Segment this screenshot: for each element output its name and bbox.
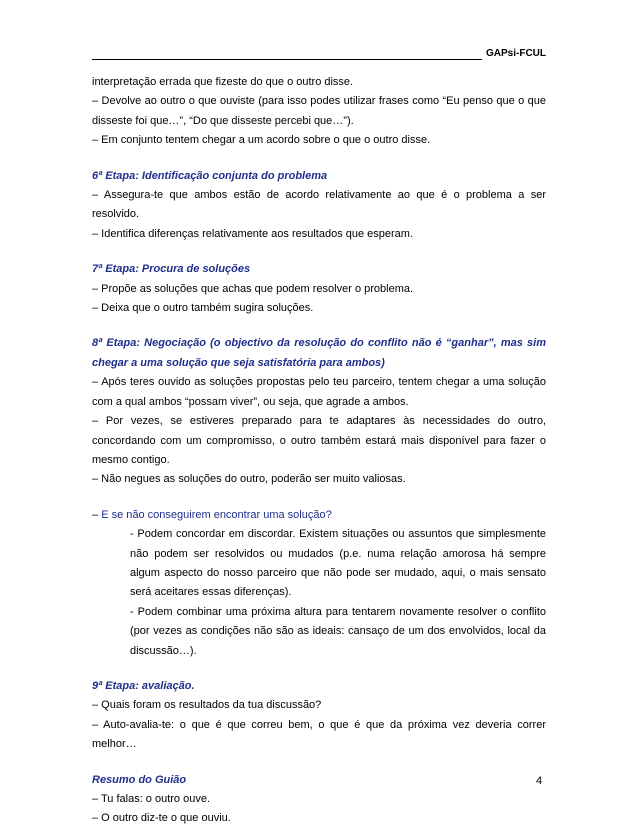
no-solution-question [92,506,546,525]
paragraph: – Após teres ouvido as soluções propostas pelo teu parceiro, tentem chegar a uma solução com a qual ambos “possam viver”, ou seja, que agrade a ambos. [92,376,546,408]
paragraph: – Em conjunto tentem chegar a um acordo sobre o que o outro disse. [92,134,431,147]
paragraph: – Não negues as soluções do outro, poderão ser muito valiosas. [92,473,406,486]
paragraph: – Devolve ao outro o que ouviste (para isso podes utilizar frases como “Eu penso que o que disseste foi que…”, “Do que disseste percebi que…”). [92,95,546,127]
indented-paragraph: - Podem combinar uma próxima altura para tentarem novamente resolver o conflito (por vezes as condições não são as ideais: cansaço de um dos envolvidos, local da discussão…). [130,605,546,657]
paragraph: – Deixa que o outro também sugira soluções. [92,302,314,315]
header-title: GAPsi-FCUL [486,48,546,59]
paragraph: – Propõe as soluções que achas que podem resolver o problema. [92,282,414,295]
paragraph: – Auto-avalia-te: o que é que correu bem, o que é que da próxima vez deveria correr melhor… [92,718,546,751]
question-text: E se não conseguirem encontrar uma solução? [101,508,332,521]
paragraph: – Por vezes, se estiveres preparado para te adaptares às necessidades do outro, concordando com um compromisso, o outro também estará mais disponível para fazer o mesmo contigo. [92,415,546,466]
step7-heading: 7ª Etapa: Procura de soluções [92,263,251,276]
paragraph: – Assegura-te que ambos estão de acordo relativamente ao que é o problema a ser resolvido. [92,189,546,221]
summary-heading: Resumo do Guião [92,773,187,786]
paragraph: – Identifica diferenças relativamente aos resultados que esperam. [92,227,414,240]
indented-paragraph: - Podem concordar em discordar. Existem situações ou assuntos que simplesmente não podem ser resolvidos ou mudados (p.e. numa relação amorosa há sempre algum aspecto do nosso parceiro que não pode ser mudado, aqui, o mais sensato será aceitares essas diferenças). [130,528,546,599]
step6-heading: 6ª Etapa: Identificação conjunta do problema [92,169,328,182]
paragraph: – Tu falas: o outro ouve. [92,793,211,805]
dash: – [92,508,102,521]
page-number: 4 [536,775,543,787]
paragraph: – Quais foram os resultados da tua discussão? [92,699,322,712]
header-rule [92,59,482,60]
paragraph: – O outro diz-te o que ouviu. [92,812,231,825]
step8-heading: 8ª Etapa: Negociação (o objectivo da resolução do conflito não é “ganhar”, mas sim chegar a uma solução que seja satisfatória para ambos) [92,337,546,369]
document-body [92,73,546,829]
paragraph: interpretação errada que fizeste do que o outro disse. [92,76,354,88]
step9-heading: 9ª Etapa: avaliação. [92,679,195,692]
page-header [92,47,546,61]
